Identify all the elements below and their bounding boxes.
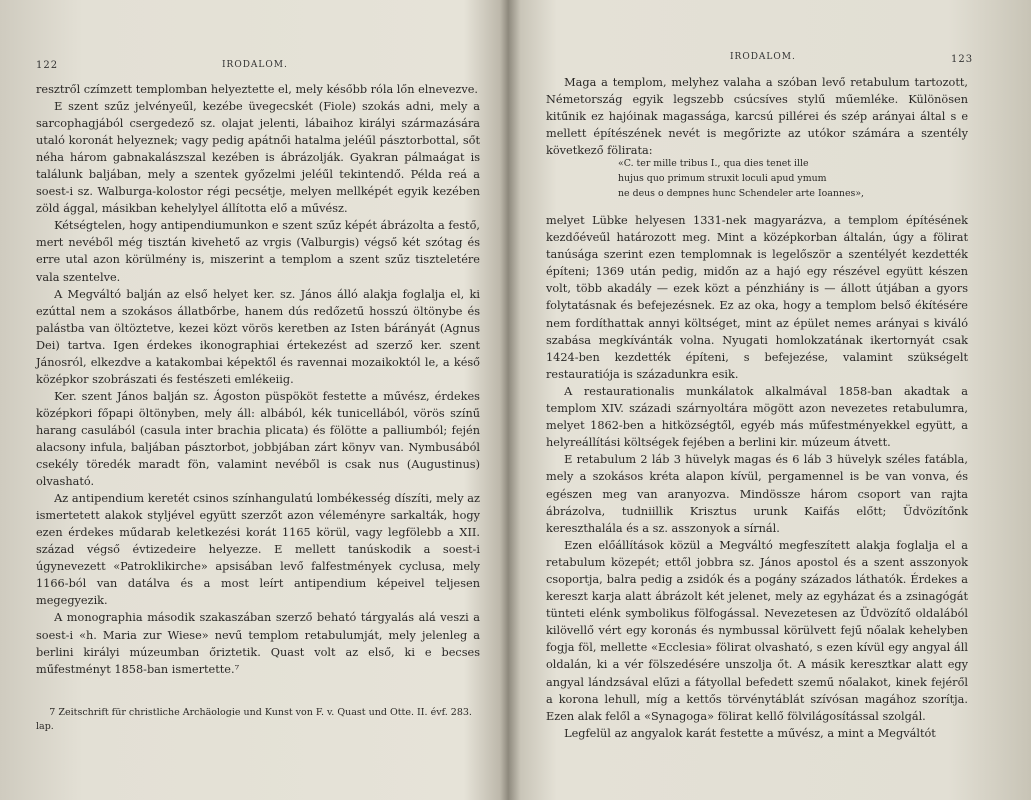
inscription-line: hujus quo primum struxit loculi apud ymum bbox=[618, 173, 827, 184]
paragraph: melyet Lübke helyesen 1331-nek magyarázva, a templom építésének kezdőéveűl határozott meg. Mint a középkorban általán, úgy a fölirat tanúsága szerint ezen templomnak is legelőször a szentélyét kezdették építeni; 1369 után pedig, midőn az a hajó egy részével együtt készen volt, több akadály — ezek közt a pénzhiány is — állott útjában a gyors folytatásnak és befejezésnek. Ez az oka, hogy a templom belső ékítésére nem fordíthattak annyi költséget, mint az épület nemes arányai s kiváló szabása megkívánták volna. Nyugati homlokzatának ikertornyát csak 1424-ben kezdették építeni, s befejezése, valamint szükségelt restauratiója is századunkra esik. bbox=[546, 214, 968, 381]
paragraph: Az antipendium keretét csinos színhangulatú lombékesség díszíti, mely az ismertetett alakok styljével együtt szerzőt azon véleményre sarkalták, hogy ezen érdekes műdarab keletkezési korát 1165 körül, vagy legfölebb a XII. század végső évtizedeire helyezze. E mellett tanúskodik a soest-i úgynevezett «Patroklikirche» apsisában levő falfestmények cyclusa, mely 1166-ból van datálva és a most leírt antipendium képeivel teljesen megegyezik. bbox=[36, 492, 480, 608]
paragraph: A Megváltó balján az első helyet ker. sz. János álló alakja foglalja el, ki ezúttal nem a szokásos állatbőrbe, hanem dús redőzetű hosszú öltönybe és palástba van öltöztetve, kezei közt vörös keretben az Isten bárányát (Agnus Dei) tartva. Igen érdekes ikonographiai értekezést ad szerző ker. szent Jánosról, elkezdve a katakombai képektől és ravennai mozaikoktól le, a késő középkor szobrászati és festészeti emlékeiig. bbox=[36, 287, 480, 386]
inscription-quote bbox=[618, 156, 958, 201]
paragraph: E retabulum 2 láb 3 hüvelyk magas és 6 láb 3 hüvelyk széles fatábla, mely a szokásos kréta alapon kívül, pergamennel is be van vonva, és egészen meg van aranyozva. Mindössze három csoport van rajta ábrázolva, tudniillik Krisztus urunk Kaifás előtt; Üdvözítőnk kereszthalála és a sz. asszonyok a sírnál. bbox=[546, 453, 968, 535]
paragraph: Kétségtelen, hogy antipendiumunkon e szent szűz képét ábrázolta a festő, mert nevéből még tisztán kivehető az vrgis (Valburgis) végső két szótag és erre utal azon körülmény is, miszerint a templom a szent szűz tiszteletére vala szentelve. bbox=[36, 219, 480, 284]
paragraph: Ezen előállítások közül a Megváltó megfeszített alakja foglalja el a retabulum közepét; ettől jobbra sz. János apostol és a szent asszonyok csoportja, balra pedig a zsidók és a pogány százados láthatók. Érdekes a kereszt karja alatt ábrázolt két jelenet, mely az egyházat és a zsinagógát tünteti elénk symbolikus fölfogással. Nevezetesen az Üdvözítő oldalából kilövellő vért egy koronás és nymbussal körülvett fejű nőalak kehelyben fogja föl, mellette «Ecclesia» fölirat olvasható, s ezen kívül egy angyal áll oldalán, ki a vér fölszedésére unszolja őt. A másik keresztkar alatt egy angyal lándzsával elűzi a fátyollal befedett szemű nőalakot, kinek fejéről a korona lehull, míg a kettős törvénytáblát szívósan magához szorítja. Ezen alak felől a «Synagoga» fölirat kellő fölvilágosítással szolgál. bbox=[546, 538, 968, 723]
paragraph: resztről czímzett templomban helyeztette el, mely később róla lőn elnevezve. bbox=[36, 83, 479, 96]
footnote-text: 7 Zeitschrift für christliche Archäologie und Kunst von F. v. Quast und Otte. II. évf. 283. lap. bbox=[36, 707, 472, 732]
paragraph: A monographia második szakaszában szerző beható tárgyalás alá veszi a soest-i «h. Maria zur Wiese» nevű templom retabulumját, mely jelenleg a berlini királyi múzeumban őriztetik. Quast volt az első, ki e becses műfestményt 1858-ban ismertette.⁷ bbox=[36, 611, 480, 676]
left-body-text bbox=[36, 81, 480, 678]
paragraph: E szent szűz jelvényeűl, kezébe üvegecskét (Fiole) szokás adni, mely a sarcophagjából csergedező sz. olajat jelenti, lábaihoz királyi származására utaló koronát helyeznek; vagy pedig apátnői hatalma jeléűl pásztorbottal, sőt néha három gabnakalászszal kezében is ábrázolják. Gyakran pálmaágat is találunk baljában, mely a szentek győzelmi jeléűl tekintendő. Példa reá a soest-i sz. Walburga-kolostor régi pecsétje, melyen mellképét egyik kezében zöld ággal, másikban kehelylyel állította elő a művész. bbox=[36, 100, 480, 216]
paragraph: Legfelül az angyalok karát festette a művész, a mint a Megváltót bbox=[564, 726, 936, 740]
inscription-line: «C. ter mille tribus I., qua dies tenet ille bbox=[618, 158, 809, 169]
right-intro-text bbox=[546, 74, 968, 159]
right-page-number: 123 bbox=[951, 54, 974, 65]
left-page bbox=[0, 0, 496, 800]
right-body-text bbox=[546, 212, 968, 742]
left-running-head: IRODALOM. bbox=[222, 60, 288, 70]
right-page bbox=[506, 0, 1031, 800]
paragraph: A restaurationalis munkálatok alkalmával 1858-ban akadtak a templom XIV. századi szárnyoltára mögött azon nevezetes retabulumra, melyet 1862-ben a hitközségtől, egyéb más műfestményekkel együtt, a helyreállítási költségek fejében a berlini kir. múzeum átvett. bbox=[546, 384, 968, 450]
paragraph: Maga a templom, melyhez valaha a szóban levő retabulum tartozott, Németország egyik legszebb csúcsíves stylű műemléke. Különösen kitűnik ez hajóinak magassága, karcsú pillérei és szép arányai által s e mellett építészének nevét is megőrizte az utókor számára a szentély következő fölirata: bbox=[546, 76, 968, 158]
footnote bbox=[36, 706, 480, 734]
left-page-number: 122 bbox=[36, 60, 59, 71]
right-running-head: IRODALOM. bbox=[730, 52, 796, 62]
paragraph: Ker. szent János balján sz. Ágoston püspököt festette a művész, érdekes középkori főpapi öltönyben, mely áll: albából, kék tunicellából, vörös színű harang casulából (casula inter brachia plicata) és fölötte a palliumból; fején alacsony infula, baljában pásztorbot, jobbjában zárt könyv van. Nymbusából csekély töredék maradt fön, valamint nevéből is csak nus (Augustinus) olvasható. bbox=[36, 389, 480, 489]
inscription-line: ne deus o dempnes hunc Schendeler arte Ioannes», bbox=[618, 188, 865, 199]
